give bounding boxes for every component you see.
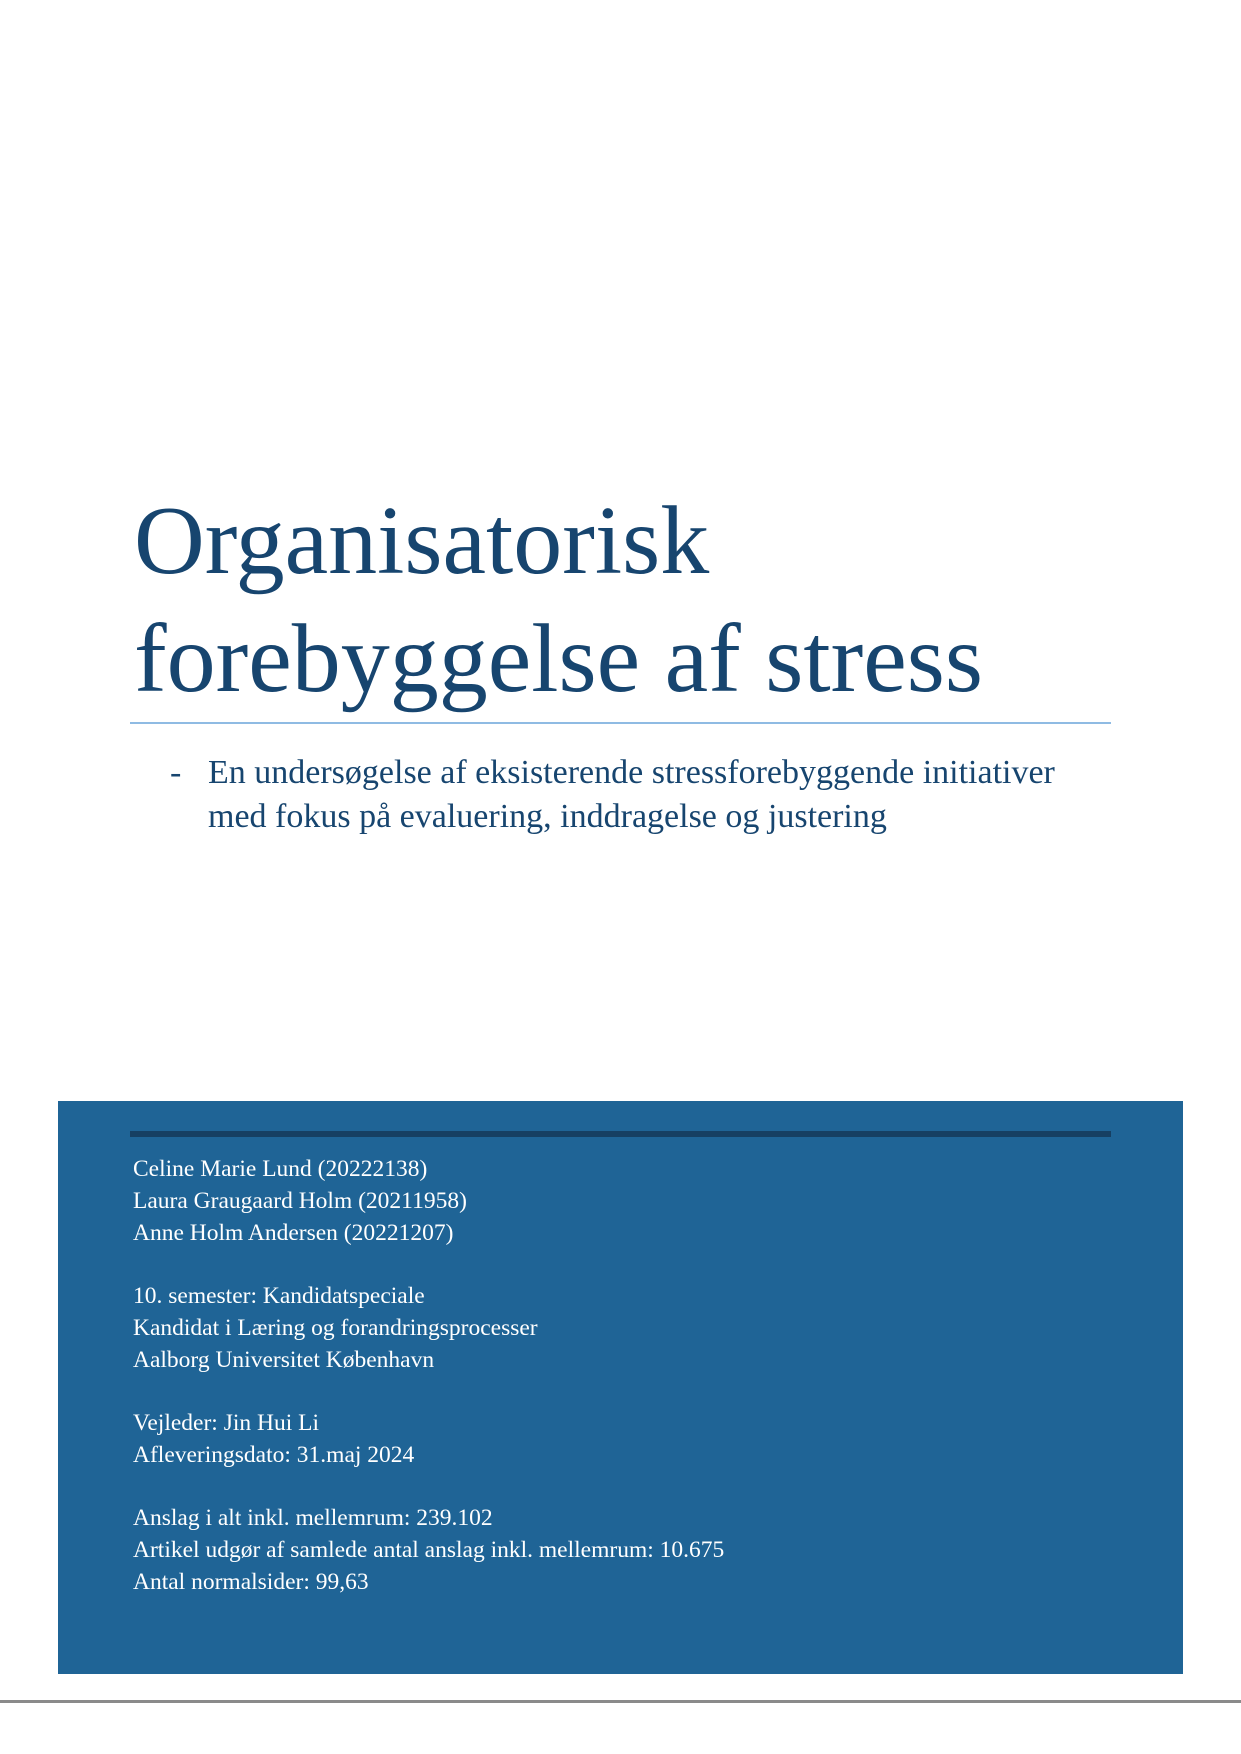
title-divider [130,722,1111,724]
authors-block [133,1154,467,1249]
page-bottom-rule [0,1700,1241,1703]
program-block [133,1281,538,1376]
info-panel [58,1101,1183,1674]
due-date-line: Afleveringsdato: 31.maj 2024 [133,1441,415,1468]
subtitle [170,751,1070,839]
page-count-line: Antal normalsider: 99,63 [133,1568,369,1595]
counts-block [133,1503,724,1598]
title-line-1: Organisatorisk [134,487,710,595]
document-title [134,482,1134,718]
author-line: Laura Graugaard Holm (20211958) [133,1187,467,1214]
character-count-line: Anslag i alt inkl. mellemrum: 239.102 [133,1505,493,1531]
subtitle-text: En undersøgelse af eksisterende stressforebyggende initiativer med fokus på evaluering, inddragelse og justering [208,754,1055,835]
subtitle-dash: - [170,754,182,791]
supervision-block [133,1408,414,1472]
degree-line: Kandidat i Læring og forandringsprocesser [133,1314,538,1341]
semester-line: 10. semester: Kandidatspeciale [133,1283,425,1309]
panel-divider [130,1131,1111,1137]
title-line-2: forebyggelse af stress [134,605,984,713]
author-line: Anne Holm Andersen (20221207) [133,1219,454,1246]
university-line: Aalborg Universitet København [133,1346,435,1373]
article-count-line: Artikel udgør af samlede antal anslag inkl. mellemrum: 10.675 [133,1536,725,1563]
supervisor-line: Vejleder: Jin Hui Li [133,1410,320,1436]
author-line: Celine Marie Lund (20222138) [133,1156,428,1182]
